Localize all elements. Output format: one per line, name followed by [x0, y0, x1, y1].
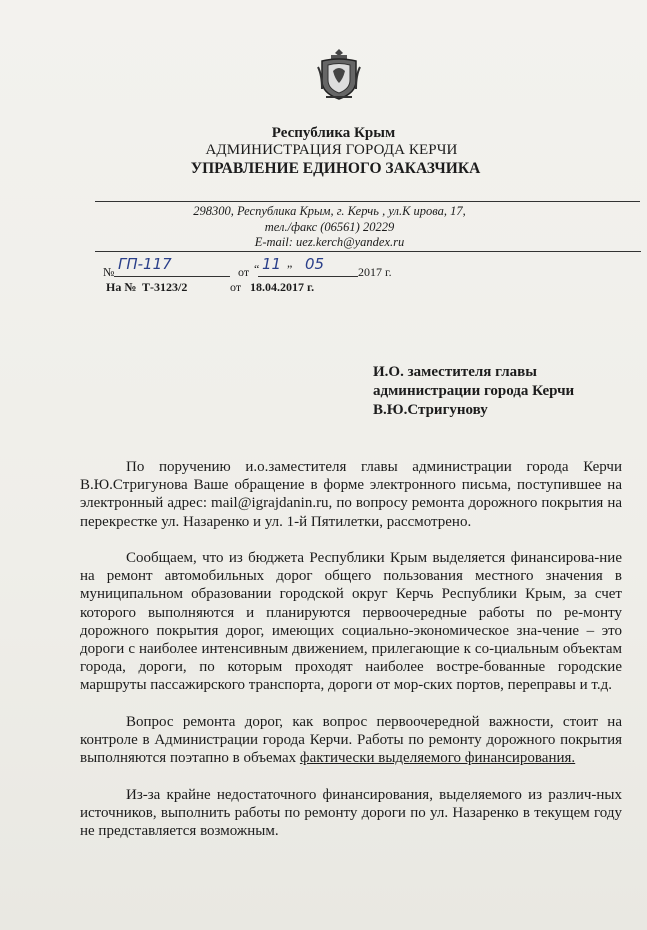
body-paragraph-1 [80, 458, 622, 531]
reply-number-label: На № [106, 280, 137, 294]
paragraph-text: Сообщаем, что из бюджета Республики Крым выделяется финансирова-ние на ремонт автомобильных дорог общего пользования местного значения в муниципальном образовании городской округ Керчь Республики Крым, за счет которого выполняются и планируются первоочередные работы по ре-монту дорожного покрытия дорог, имеющих социально-экономическое зна-чение – это дороги с наиболее интенсивным движением, прилегающие к со-циальным объектам города, дороги, по которым проходят наиболее востре-бованные городские маршруты пассажирского транспорта, дороги от мор-ских портов, переправы и т.д. [80, 550, 622, 694]
addressee-organization: администрации города Керчи [373, 383, 575, 399]
reply-from-label: от [230, 280, 242, 294]
address-phone: тел./факс (06561) 20229 [264, 220, 395, 234]
header-divider-top [95, 201, 640, 202]
header-administration: АДМИНИСТРАЦИЯ ГОРОДА КЕРЧИ [205, 142, 458, 158]
ref-year: 2017 г. [358, 265, 392, 279]
ref-day-handwritten: 11 [262, 255, 282, 273]
header-department: УПРАВЛЕНИЕ ЕДИНОГО ЗАКАЗЧИКА [190, 160, 481, 177]
header-divider-bottom [95, 251, 641, 252]
underlined-phrase: фактически выделяемого финансирования. [299, 750, 576, 767]
paragraph-main-text: Вопрос ремонта дорог, как вопрос первоочередной важности, стоит на контроле в Администрации города Керчи. Работы по ремонту дорожного покрытия выполняются поэтапно в объемах [80, 714, 622, 767]
address-line-1: 298300, Республика Крым, г. Керчь , ул.К ирова, 17, [193, 204, 466, 218]
coat-of-arms-emblem-icon [316, 47, 362, 103]
ref-quote-open: “ [254, 262, 260, 276]
ref-number-label: № [103, 265, 115, 279]
ref-quote-close: ” [287, 262, 293, 276]
reply-number: Т-3123/2 [142, 280, 188, 294]
paragraph-text: Из-за крайне недостаточного финансирования, выделяемого из различ-ных источников, выполнить работы по ремонту дороги по ул. Назаренко в текущем году не представляется возможным. [80, 787, 622, 840]
addressee-name: В.Ю.Стригунову [373, 402, 488, 418]
header-republic: Республика Крым [271, 125, 396, 141]
paragraph-text: По поручению и.о.заместителя главы администрации города Керчи В.Ю.Стригунова Ваше обращение в форме электронного письма, поступившее на электронный адрес: mail@igrajdanin.ru, по вопросу ремонта дорожного покрытия на перекрестке ул. Назаренко и ул. 1-й Пятилетки, рассмотрено. [80, 459, 622, 530]
ref-month-handwritten: 05 [305, 255, 325, 273]
body-paragraph-3 [80, 713, 622, 768]
body-paragraph-4 [80, 786, 622, 841]
body-paragraph-2 [80, 549, 622, 695]
ref-from-label: от [238, 265, 250, 279]
paragraph-text [80, 713, 622, 768]
address-email: E-mail: uez.kerch@yandex.ru [254, 235, 405, 249]
addressee-position: И.О. заместителя главы [373, 364, 537, 380]
ref-number-handwritten: ГП-117 [118, 255, 172, 273]
reply-date: 18.04.2017 г. [250, 280, 315, 294]
